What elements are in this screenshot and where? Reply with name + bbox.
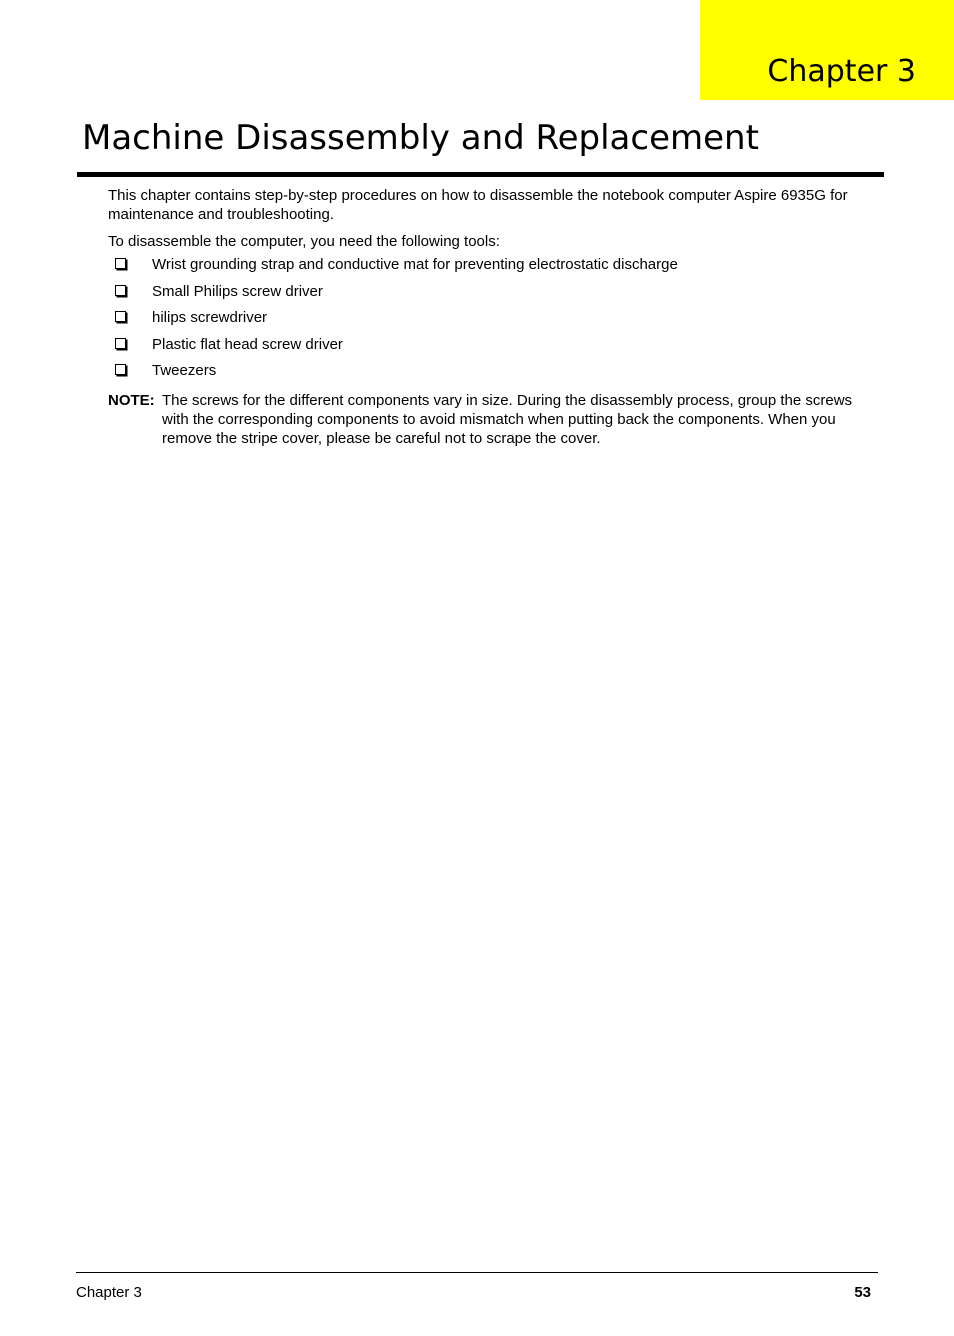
tool-label: hilips screwdriver	[152, 309, 268, 326]
note-text: The screws for the different components vary in size. During the disassembly process, group the screws with the corresponding components to avoid mismatch when putting back the components. When you remove the stripe cover, please be careful not to scrape the cover.	[162, 391, 853, 447]
chapter-tab-label: Chapter 3	[767, 54, 916, 89]
list-item	[108, 255, 878, 282]
checkbox-icon	[115, 285, 126, 296]
tool-label: Small Philips screw driver	[152, 282, 323, 300]
intro-paragraph: This chapter contains step-by-step procedures on how to disassemble the notebook computer Aspire 6935G for maintenance and troubleshooting.	[108, 187, 848, 223]
tool-label: Tweezers	[152, 362, 217, 379]
tools-intro: To disassemble the computer, you need the following tools:	[108, 233, 500, 250]
list-item	[108, 335, 878, 362]
footer-divider	[76, 1272, 878, 1273]
list-item	[108, 282, 878, 309]
tool-label: Plastic flat head screw driver	[152, 335, 343, 353]
footer-chapter: Chapter 3	[76, 1284, 142, 1301]
title-divider	[77, 172, 884, 177]
checkbox-icon	[115, 258, 126, 269]
page-number: 53	[854, 1284, 871, 1301]
note-label: NOTE:	[108, 391, 155, 409]
list-item	[108, 361, 878, 388]
checkbox-icon	[115, 338, 126, 349]
main-content	[108, 186, 878, 448]
tool-label: Wrist grounding strap and conductive mat for preventing electrostatic discharge	[152, 256, 678, 273]
note-block	[108, 391, 878, 448]
checkbox-icon	[115, 311, 126, 322]
checkbox-icon	[115, 364, 126, 375]
page-title: Machine Disassembly and Replacement	[82, 118, 759, 158]
tools-list	[108, 255, 878, 388]
chapter-tab	[700, 0, 954, 100]
list-item	[108, 308, 878, 335]
